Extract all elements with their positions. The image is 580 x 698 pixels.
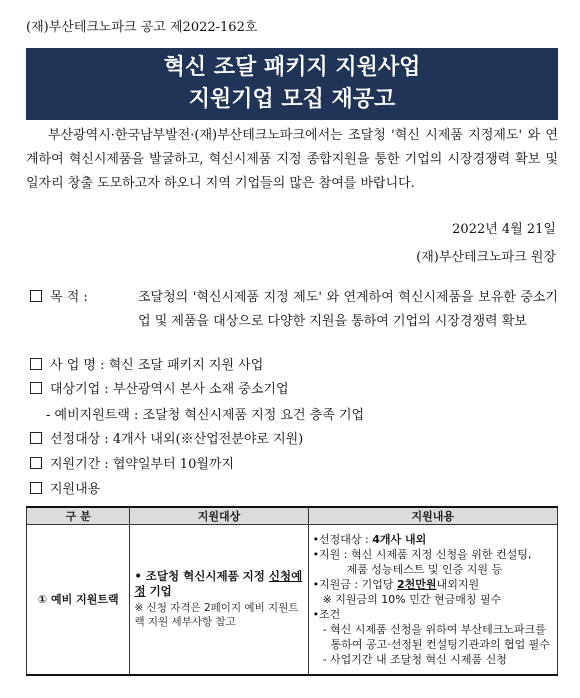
support-table — [26, 506, 558, 676]
content-line-1 — [313, 532, 553, 547]
content-line-7: - 혁신 시제품 신청을 위하여 부산테크노파크를 — [322, 622, 546, 636]
content-line-3: 제품 성능테스트 및 인증 지원 등 — [346, 562, 503, 576]
content-cell — [308, 525, 557, 675]
checkbox-icon — [30, 382, 42, 394]
title-line-2: 지원기업 모집 재공고 — [188, 87, 396, 112]
purpose-label: 목 적 : — [50, 290, 88, 305]
content-line-4-pre: •지원금 : 기업당 — [312, 577, 398, 591]
target-text: 대상기업 : 부산광역시 본사 소재 중소기업 — [50, 382, 289, 397]
table-header-row — [27, 507, 558, 525]
header-content: 지원내용 — [308, 507, 557, 525]
period-text: 지원기간 : 협약일부터 10월까지 — [50, 457, 235, 472]
notice-number: (재)부산테크노파크 공고 제2022-162호 — [26, 20, 258, 35]
content-line-1-bold: 4개사 내외 — [372, 532, 427, 546]
selection-item — [30, 428, 303, 452]
target-cell — [130, 525, 308, 675]
project-item — [30, 354, 263, 378]
checkbox-icon — [30, 482, 42, 494]
content-line-5: ※ 지원금의 10% 민간 현금매칭 필수 — [322, 592, 502, 606]
title-banner — [26, 48, 558, 120]
checkbox-icon — [30, 290, 42, 302]
purpose-label-wrap — [30, 286, 138, 310]
checkbox-icon — [30, 358, 42, 370]
target-main-pre: • 조달청 혁신시제품 지정 — [134, 569, 269, 584]
project-text: 사 업 명 : 혁신 조달 패키지 지원 사업 — [50, 358, 264, 373]
intro-paragraph: 부산광역시·한국남부발전·(재)부산테크노파크에서는 조달청 '혁신 시제품 지정제도' 와 연계하여 혁신시제품을 발굴하고, 혁신시제품 지정 종합지원을 통한 기업의 시장경쟁력 확보 및 일자리 창출 도모하고자 하오니 지역 기업들의 많은 참여를 바랍니다. — [26, 128, 558, 191]
table-row — [27, 525, 558, 675]
announcement-date: 2022년 4월 21일 — [452, 222, 556, 237]
content-line-4 — [313, 577, 553, 592]
content-line-2: •지원 : 혁신 시제품 지정 신청을 위한 컨설팅, — [312, 547, 532, 561]
content-line-4-post: 내외지원 — [436, 577, 480, 591]
content-line-1-pre: •선정대상 : — [312, 532, 373, 546]
header-category: 구 분 — [27, 507, 130, 525]
target-note: ※ 신청 자격은 2페이지 예비 지원트랙 지원 세부사항 참고 — [134, 602, 299, 629]
selection-text: 선정대상 : 4개사 내외(※산업전분야로 지원) — [50, 432, 304, 447]
content-line-9: - 사업기간 내 조달청 혁신 시제품 신청 — [322, 652, 507, 666]
target-main-post: 기업 — [145, 584, 172, 599]
content-line-8: 통하여 공고·선정된 컨설팅기관과의 협업 필수 — [330, 637, 550, 651]
header-target: 지원대상 — [130, 507, 308, 525]
target-item — [30, 378, 289, 402]
target-sub: - 예비지원트랙 : 조달청 혁신시제품 지정 요건 충족 기업 — [46, 408, 365, 423]
issuer: (재)부산테크노파크 원장 — [416, 250, 556, 265]
row-label: ① 예비 지원트랙 — [27, 525, 130, 675]
content-line-6: •조건 — [312, 607, 341, 621]
title-line-1: 혁신 조달 패키지 지원사업 — [163, 55, 421, 80]
content-item — [30, 478, 100, 502]
purpose-text: 조달청의 '혁신시제품 지정 제도' 와 연계하여 혁신시제품을 보유한 중소기업 및 제품을 대상으로 다양한 지원을 통하여 기업의 시장경쟁력 확보 — [138, 290, 558, 329]
checkbox-icon — [30, 457, 42, 469]
target-main-underlined: 신청예정 — [134, 569, 303, 599]
content-label: 지원내용 — [50, 482, 101, 497]
target-main — [134, 569, 303, 599]
period-item — [30, 453, 234, 477]
content-line-4-bold: 2천만원 — [397, 577, 437, 591]
checkbox-icon — [30, 432, 42, 444]
